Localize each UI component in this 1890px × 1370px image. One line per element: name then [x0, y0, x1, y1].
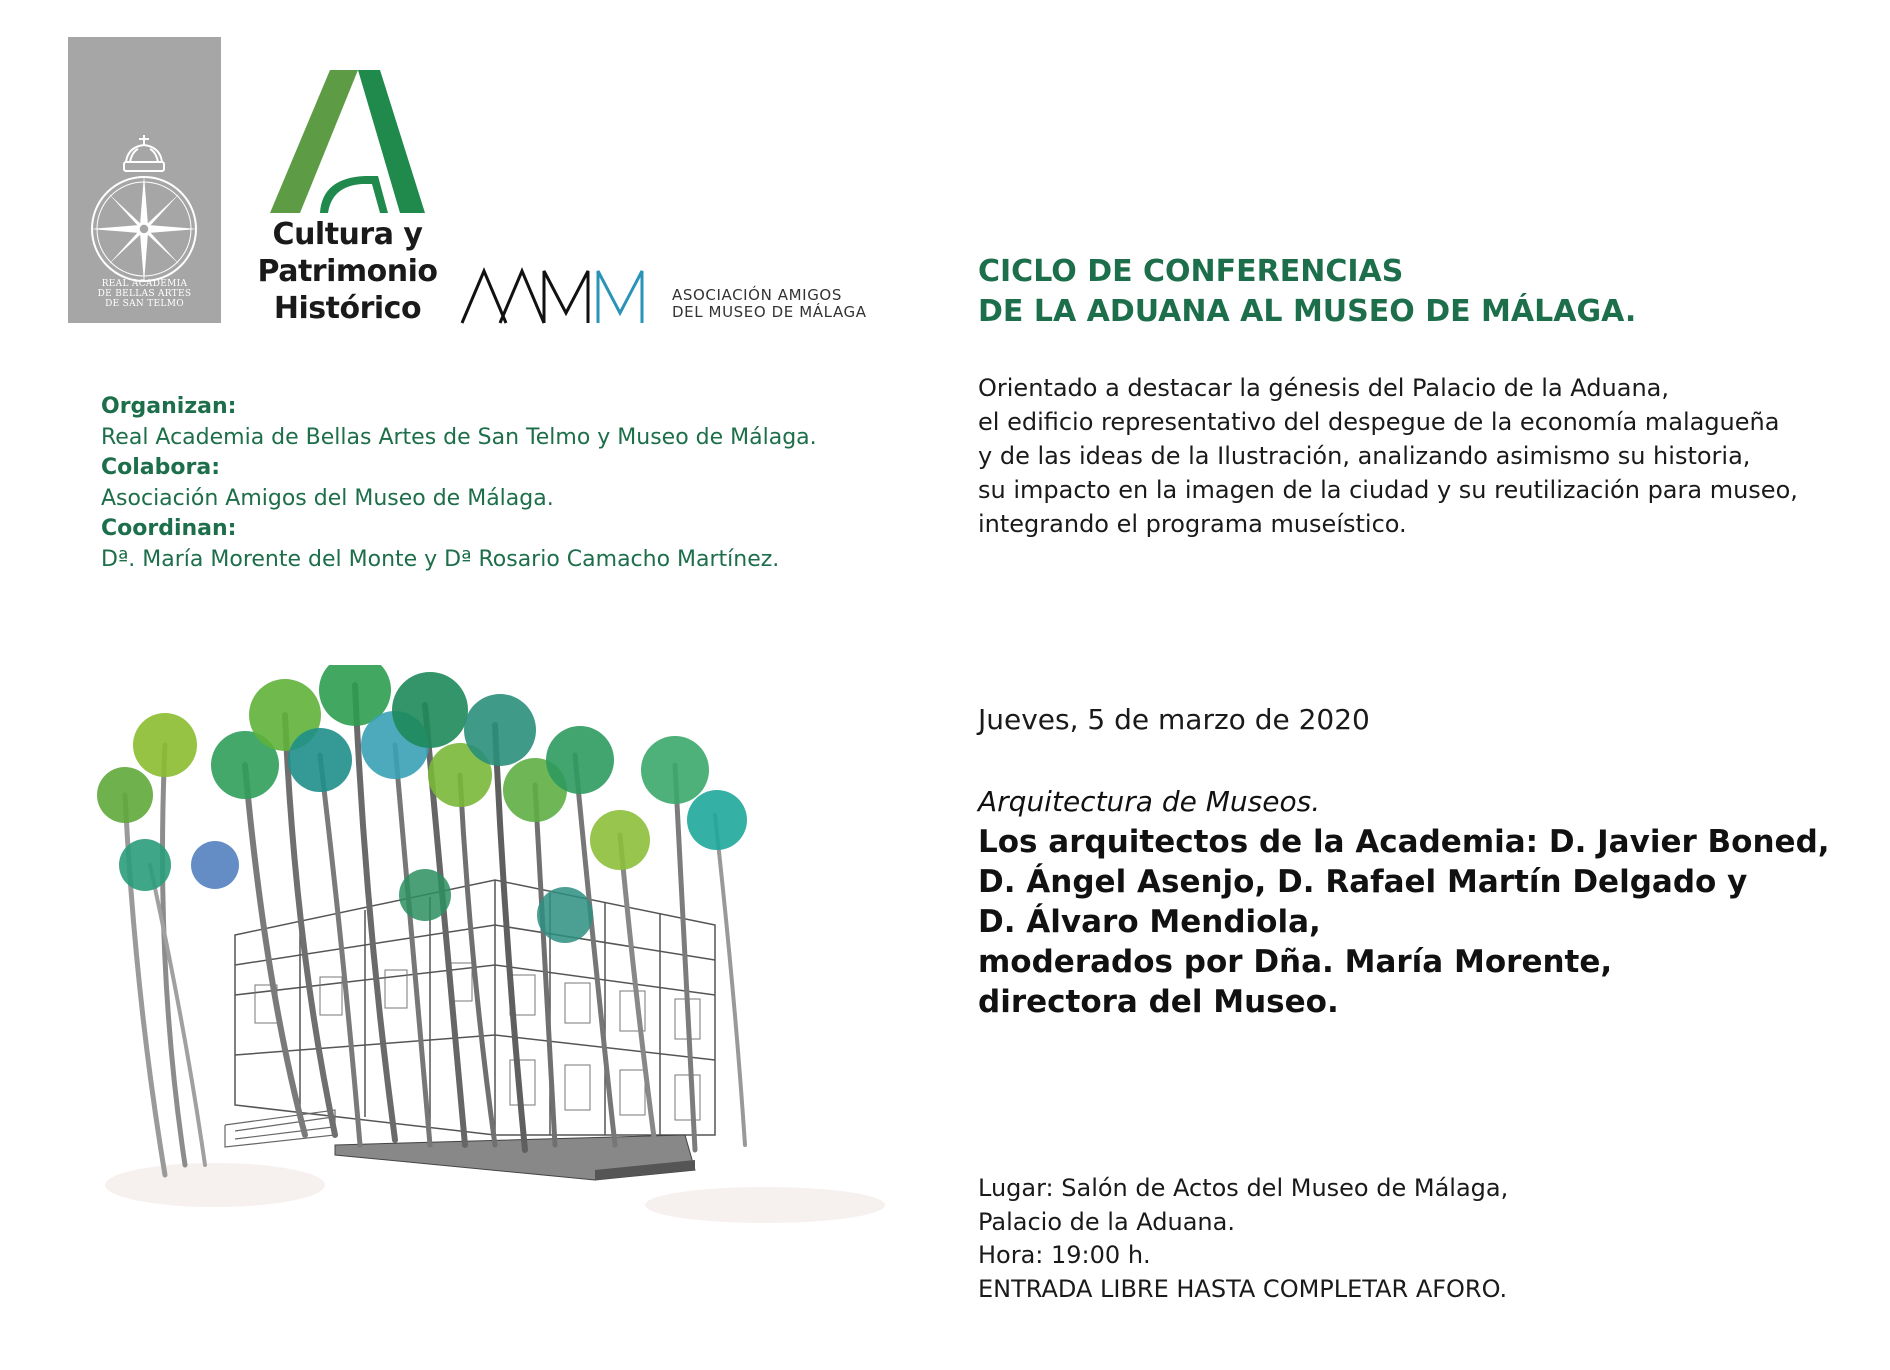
cultura-patrimonio-logo — [250, 68, 445, 328]
building-steps — [225, 1110, 335, 1147]
junta-logo-line: Patrimonio — [257, 254, 438, 289]
junta-logo-line: Histórico — [273, 291, 422, 326]
collaborate-label: Colabora: — [101, 455, 221, 480]
talk-line: Los arquitectos de la Academia: D. Javier Boned, — [978, 824, 1830, 860]
description-paragraph — [978, 371, 1858, 541]
description-line: Orientado a destacar la génesis del Palacio de la Aduana, — [978, 374, 1669, 402]
coordinate-value: Dª. María Morente del Monte y Dª Rosario Camacho Martínez. — [101, 546, 780, 572]
cycle-title-line: DE LA ADUANA AL MUSEO DE MÁLAGA. — [978, 294, 1637, 329]
aamm-name-line: ASOCIACIÓN AMIGOS — [672, 286, 842, 304]
venue-line: Lugar: Salón de Actos del Museo de Málaga, — [978, 1174, 1509, 1202]
building-outline — [235, 880, 715, 1135]
academia-name-line: DE SAN TELMO — [105, 299, 184, 309]
collaborate-value: Asociación Amigos del Museo de Málaga. — [101, 485, 554, 511]
crown-compass-emblem-icon — [68, 107, 221, 307]
venue-line: ENTRADA LIBRE HASTA COMPLETAR AFORO. — [978, 1274, 1508, 1303]
talk-block — [978, 782, 1858, 1022]
palm-crowns — [97, 665, 747, 943]
description-line: y de las ideas de la Ilustración, analizando asimismo su historia, — [978, 442, 1751, 470]
description-line: el edificio representativo del despegue de la economía malagueña — [978, 408, 1780, 436]
talk-line: D. Álvaro Mendiola, — [978, 904, 1321, 940]
talk-line: moderados por Dña. María Morente, — [978, 944, 1613, 980]
cycle-title — [978, 252, 1828, 332]
coordinate-label: Coordinan: — [101, 516, 237, 541]
talk-line: D. Ángel Asenjo, D. Rafael Martín Delgado y — [978, 864, 1748, 900]
credits-block — [101, 392, 901, 575]
talk-subtitle: Arquitectura de Museos. — [978, 785, 1321, 818]
description-line: integrando el programa museístico. — [978, 510, 1407, 538]
venue-line: Palacio de la Aduana. — [978, 1207, 1235, 1236]
amigos-museo-logo — [460, 263, 880, 333]
venue-block — [978, 1172, 1858, 1306]
venue-line: Hora: 19:00 h. — [978, 1241, 1151, 1269]
academia-name-line: DE BELLAS ARTES — [97, 289, 192, 299]
junta-logo-line: Cultura y — [272, 217, 423, 252]
talk-line: directora del Museo. — [978, 984, 1339, 1020]
aduana-palms-illustration — [95, 665, 885, 1240]
organize-label: Organizan: — [101, 394, 237, 419]
building-palms-drawing — [95, 665, 885, 1240]
event-date: Jueves, 5 de marzo de 2020 — [978, 703, 1370, 736]
cycle-title-line: CICLO DE CONFERENCIAS — [978, 254, 1404, 289]
real-academia-logo — [68, 37, 221, 323]
aamm-mark-icon — [460, 263, 660, 333]
description-line: su impacto en la imagen de la ciudad y su reutilización para museo, — [978, 476, 1798, 504]
organize-value: Real Academia de Bellas Artes de San Telmo y Museo de Málaga. — [101, 424, 817, 450]
andalucia-a-icon — [250, 68, 445, 218]
aamm-name-line: DEL MUSEO DE MÁLAGA — [672, 303, 867, 321]
academia-name-line: REAL ACADEMIA — [101, 279, 188, 289]
